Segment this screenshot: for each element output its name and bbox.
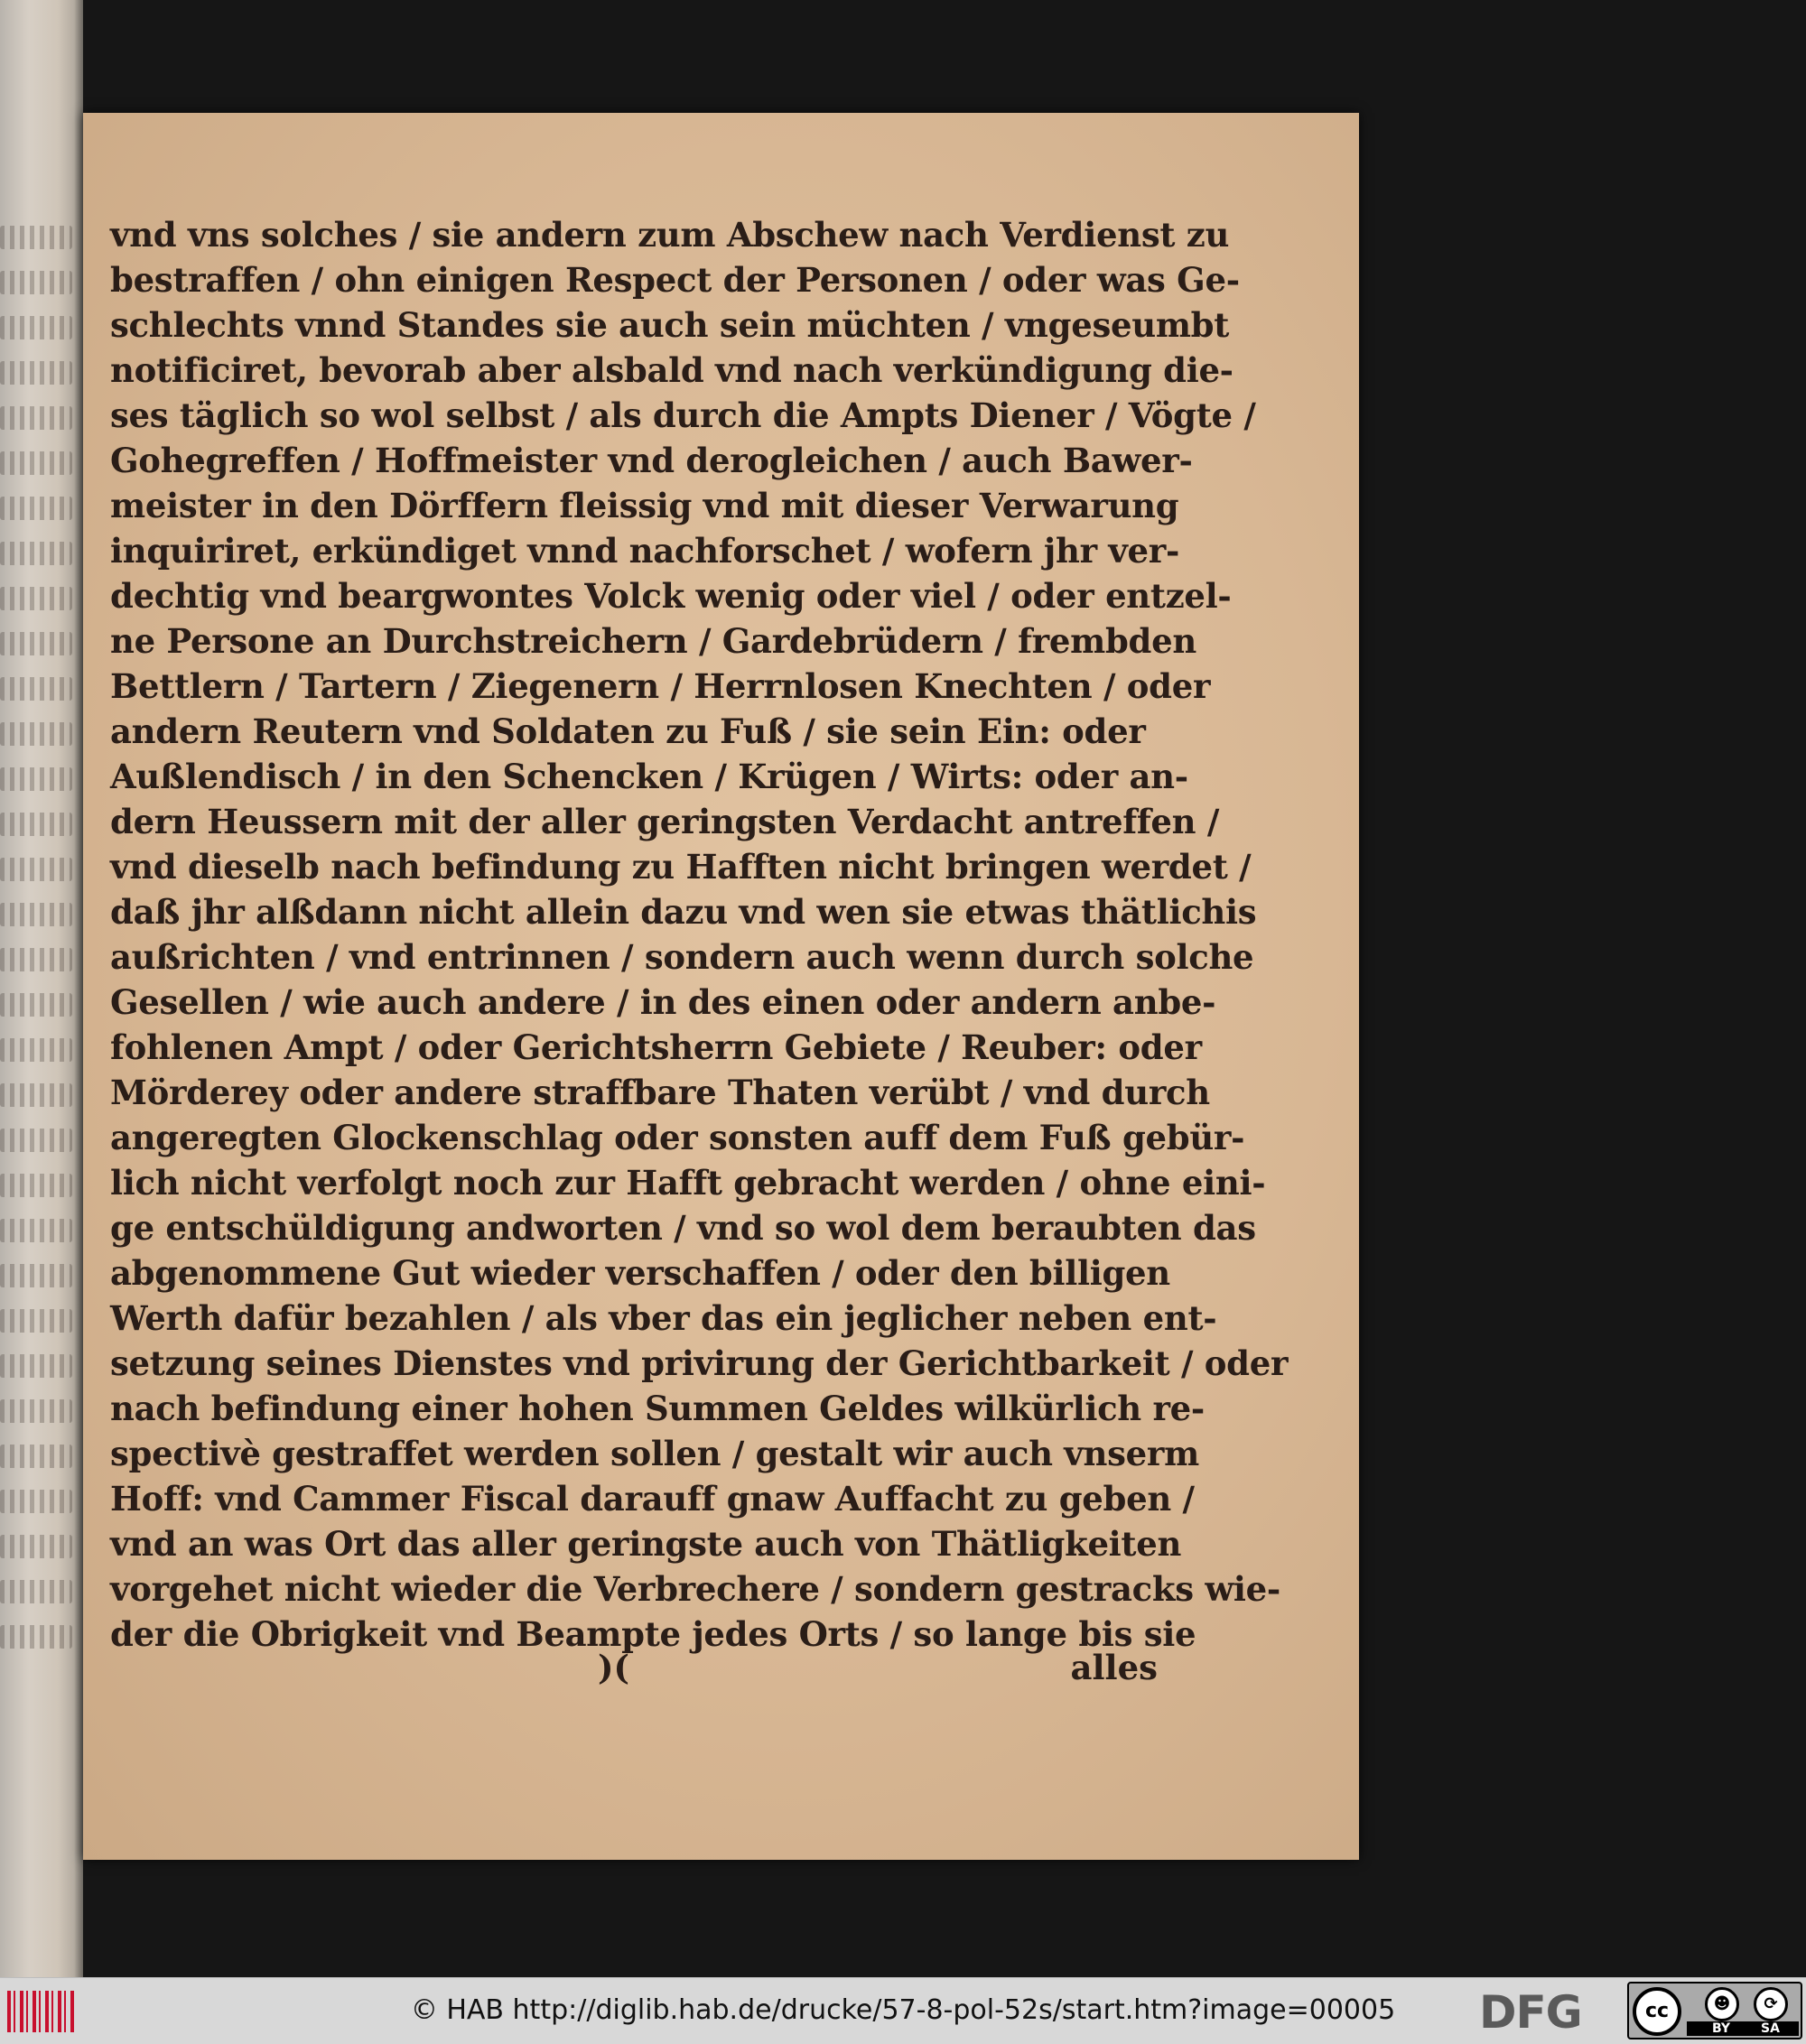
text-line: daß jhr alßdann nicht allein dazu vnd wen sie etwas thätlichis — [110, 892, 1257, 932]
bleed-through-mark — [0, 1535, 72, 1558]
bleed-through-mark — [0, 813, 72, 836]
bleed-through-mark — [0, 903, 72, 926]
sa-label: SA — [1761, 2021, 1780, 2036]
text-line: Werth dafür bezahlen / als vber das ein jeglicher neben ent- — [110, 1298, 1217, 1338]
text-line: schlechts vnnd Standes sie auch sein müchten / vngeseumbt — [110, 305, 1230, 345]
bleed-through-mark — [0, 1445, 72, 1468]
by-icon: ☻ — [1705, 1987, 1739, 2021]
bleed-through-mark — [0, 677, 72, 701]
text-line: vnd an was Ort das aller geringste auch von Thätligkeiten — [110, 1524, 1182, 1564]
bleed-through-mark — [0, 451, 72, 475]
bleed-through-mark — [0, 1309, 72, 1333]
text-line: nach befindung einer hohen Summen Geldes wilkürlich re- — [110, 1389, 1205, 1428]
text-line: fohlenen Ampt / oder Gerichtsherrn Gebiete / Reuber: oder — [110, 1027, 1202, 1067]
text-line: ses täglich so wol selbst / als durch die Ampts Diener / Vögte / — [110, 395, 1256, 435]
bleed-through-mark — [0, 542, 72, 565]
text-line: abgenommene Gut wieder verschaffen / oder den billigen — [110, 1253, 1170, 1293]
catchword: alles — [1070, 1648, 1158, 1687]
bleed-through-mark — [0, 1625, 72, 1649]
bleed-through-mark — [0, 632, 72, 655]
bleed-through-mark — [0, 858, 72, 881]
bleed-through-mark — [0, 1580, 72, 1603]
bleed-through-mark — [0, 226, 72, 249]
text-line: Gohegreffen / Hoffmeister vnd derogleichen / auch Bawer- — [110, 441, 1193, 480]
text-line: der die Obrigkeit vnd Beampte jedes Orts / so lange bis sie — [110, 1614, 1196, 1654]
bleed-through-mark — [0, 316, 72, 339]
bleed-through-mark — [0, 1174, 72, 1197]
text-line: lich nicht verfolgt noch zur Hafft gebracht werden / ohne eini- — [110, 1163, 1266, 1203]
bleed-through-mark — [0, 1083, 72, 1107]
text-line: setzung seines Dienstes vnd privirung der Gerichtbarkeit / oder — [110, 1343, 1289, 1383]
bleed-through-mark — [0, 1129, 72, 1152]
signature-mark: )( — [598, 1648, 630, 1687]
bleed-through-mark — [0, 1219, 72, 1242]
bleed-through-mark — [0, 1490, 72, 1513]
text-line: außrichten / vnd entrinnen / sondern auch wenn durch solche — [110, 937, 1254, 977]
text-line: dechtig vnd beargwontes Volck wenig oder viel / oder entzel- — [110, 576, 1232, 616]
sa-icon: ⟳ — [1754, 1987, 1788, 2021]
bleed-through-mark — [0, 271, 72, 294]
text-line: ne Persone an Durchstreichern / Gardebrüdern / frembden — [110, 621, 1196, 661]
text-line: vorgehet nicht wieder die Verbrechere / sondern gestracks wie- — [110, 1569, 1280, 1609]
text-line: spectivè gestraffet werden sollen / gestalt wir auch vnserm — [110, 1434, 1199, 1473]
bleed-through-mark — [0, 587, 72, 610]
bleed-through-mark — [0, 948, 72, 971]
license-band — [1687, 2021, 1799, 2036]
bleed-through-mark — [0, 1038, 72, 1062]
bleed-through-mark — [0, 1399, 72, 1423]
text-line: Bettlern / Tartern / Ziegenern / Herrnlosen Knechten / oder — [110, 666, 1211, 706]
page-text — [110, 212, 1289, 1657]
copyright-credit[interactable]: © HAB http://diglib.hab.de/drucke/57-8-pol-52s/start.htm?image=00005 — [410, 1994, 1396, 2026]
text-line: vnd vns solches / sie andern zum Abschew nach Verdienst zu — [110, 215, 1230, 255]
text-line: vnd dieselb nach befindung zu Hafften nicht bringen werdet / — [110, 847, 1252, 887]
by-label: BY — [1712, 2021, 1731, 2036]
bleed-through-mark — [0, 361, 72, 385]
cc-icon: cc — [1633, 1987, 1681, 2036]
text-line: inquiriret, erkündiget vnnd nachforschet / wofern jhr ver- — [110, 531, 1180, 571]
viewer-footer-bar — [0, 1977, 1806, 2044]
text-line: Außlendisch / in den Schencken / Krügen / Wirts: oder an- — [110, 757, 1188, 796]
text-line: notificiret, bevorab aber alsbald vnd nach verkündigung die- — [110, 350, 1233, 390]
adjacent-page-edge — [0, 0, 83, 1977]
bleed-through-mark — [0, 1354, 72, 1378]
text-line: Hoff: vnd Cammer Fiscal darauff gnaw Auffacht zu geben / — [110, 1479, 1195, 1519]
text-line: dern Heussern mit der aller geringsten Verdacht antreffen / — [110, 802, 1220, 841]
text-line: Mörderey oder andere straffbare Thaten verübt / vnd durch — [110, 1073, 1210, 1112]
text-line: bestraffen / ohn einigen Respect der Personen / oder was Ge- — [110, 260, 1240, 300]
text-line: ge entschüldigung andworten / vnd so wol dem beraubten das — [110, 1208, 1256, 1248]
text-line: andern Reutern vnd Soldaten zu Fuß / sie sein Ein: oder — [110, 711, 1146, 751]
bleed-through-mark — [0, 767, 72, 791]
page-footer — [110, 1648, 1158, 1693]
dfg-logo: DFG — [1479, 1986, 1582, 2039]
bleed-through-mark — [0, 406, 72, 430]
text-line: Gesellen / wie auch andere / in des einen oder andern anbe- — [110, 982, 1216, 1022]
text-line: angeregten Glockenschlag oder sonsten auff dem Fuß gebür- — [110, 1118, 1245, 1157]
bleed-through-mark — [0, 722, 72, 746]
scanned-page — [83, 113, 1359, 1860]
bleed-through-mark — [0, 993, 72, 1017]
bleed-through-mark — [0, 1264, 72, 1287]
text-line: meister in den Dörffern fleissig vnd mit dieser Verwarung — [110, 486, 1179, 525]
bleed-through-mark — [0, 497, 72, 520]
license-badge[interactable] — [1627, 1982, 1802, 2039]
